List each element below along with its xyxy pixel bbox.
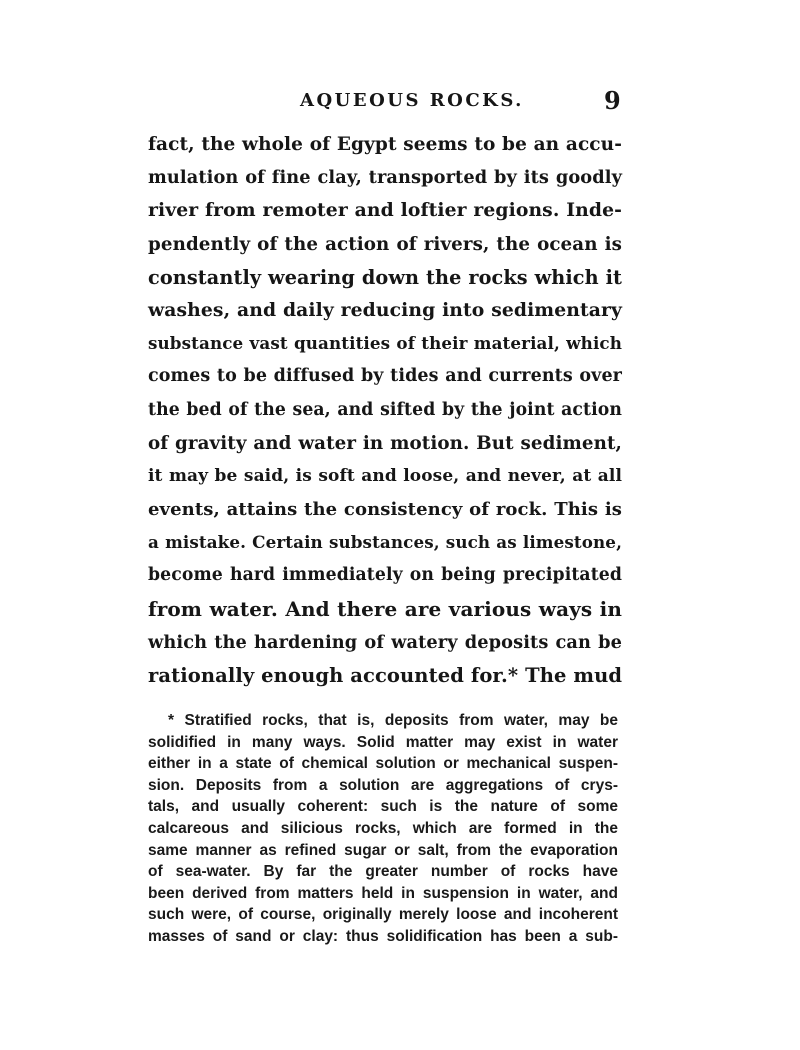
footnote — [148, 710, 618, 948]
body-line: washes, and daily reducing into sedimentary — [148, 298, 622, 321]
page-number: 9 — [604, 86, 621, 115]
body-line: rationally enough accounted for.* The mud — [148, 664, 623, 687]
body-line: of gravity and water in motion. But sediment, — [148, 432, 622, 454]
footnote-line: been derived from matters held in suspension in water, and — [148, 884, 618, 902]
body-line: constantly wearing down the rocks which it — [148, 265, 622, 289]
body-line: mulation of fine clay, transported by its goodly — [148, 167, 622, 189]
footnote-line: either in a state of chemical solution or mechanical suspen- — [148, 755, 618, 773]
footnote-line: such were, of course, originally merely loose and incoherent — [148, 906, 618, 924]
footnote-line: calcareous and silicious rocks, which are formed in the — [148, 819, 618, 837]
footnote-line: solidified in many ways. Solid matter may exist in water — [148, 733, 618, 751]
body-line: river from remoter and loftier regions. Inde- — [148, 199, 622, 222]
body-line: pendently of the action of rivers, the ocean is — [148, 233, 622, 255]
footnote-line: * Stratified rocks, that is, deposits from water, may be — [168, 712, 618, 729]
footnote-line: same manner as refined sugar or salt, from the evaporation — [148, 841, 618, 859]
footnote-line: tals, and usually coherent: such is the nature of some — [148, 798, 618, 816]
body-line: it may be said, is soft and loose, and never, at all — [148, 465, 622, 486]
body-line: which the hardening of watery deposits can be — [148, 631, 622, 653]
body-paragraph — [148, 128, 622, 692]
body-line: a mistake. Certain substances, such as limestone, — [148, 532, 622, 553]
body-line: become hard immediately on being precipitated — [148, 565, 622, 586]
footnote-line: masses of sand or clay: thus solidification has been a sub- — [148, 927, 618, 945]
running-title: AQUEOUS ROCKS. — [300, 90, 524, 111]
body-line: from water. And there are various ways in — [148, 596, 622, 621]
body-line: fact, the whole of Egypt seems to be an accu- — [148, 134, 622, 155]
body-line: comes to be diffused by tides and currents over — [148, 366, 622, 387]
footnote-line: sion. Deposits from a solution are aggregations of crys- — [148, 776, 618, 794]
body-line: the bed of the sea, and sifted by the joint action — [148, 399, 622, 420]
body-line: events, attains the consistency of rock. This is — [148, 499, 622, 521]
running-head — [0, 88, 800, 118]
footnote-line: of sea-water. By far the greater number of rocks have — [148, 863, 618, 881]
body-line: substance vast quantities of their material, which — [148, 333, 622, 354]
